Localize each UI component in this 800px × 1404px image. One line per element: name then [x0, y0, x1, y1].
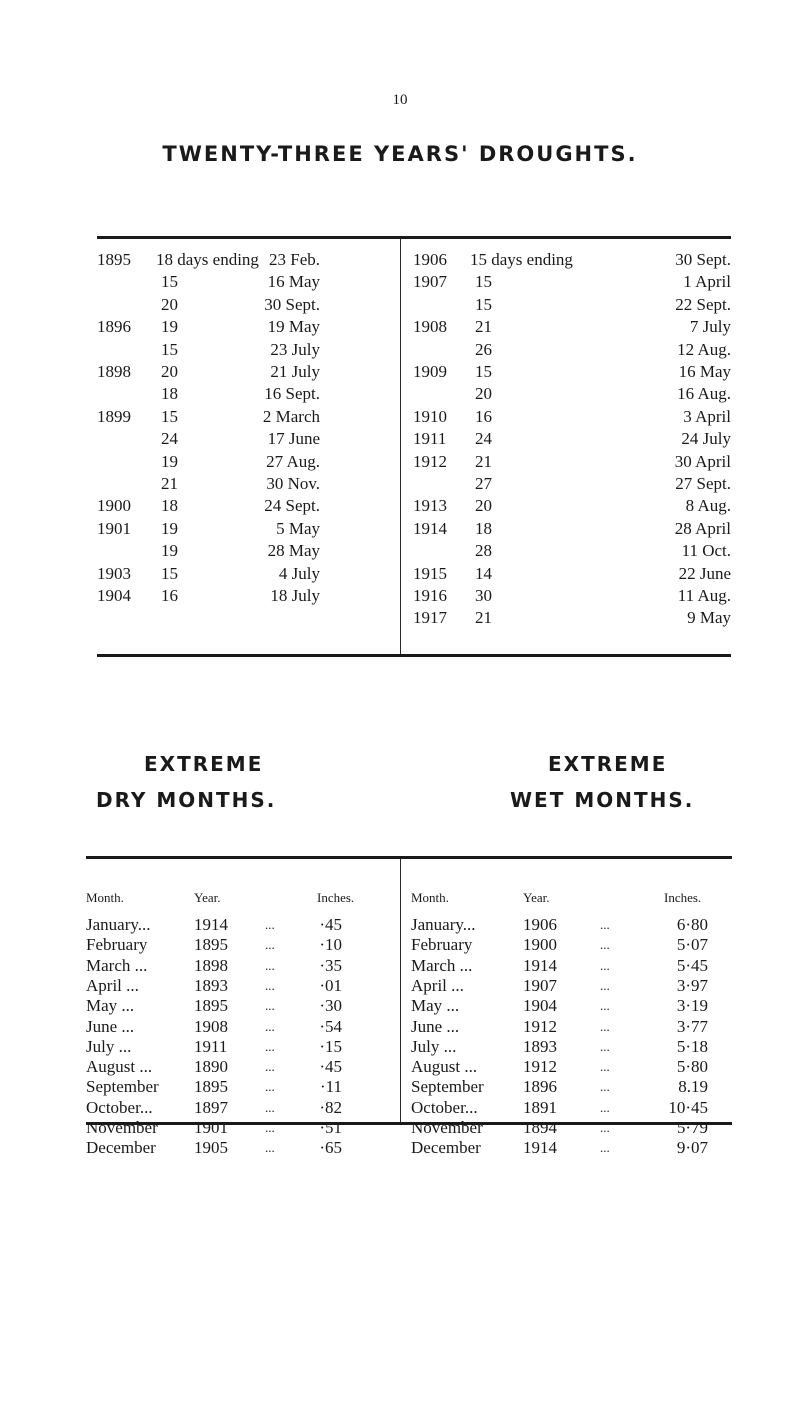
drought-date: 12 Aug.: [677, 339, 731, 359]
month-year: 1898: [194, 955, 228, 975]
wet-header-year: Year.: [523, 890, 550, 905]
month-inches: ·30: [319, 996, 342, 1016]
drought-row-right: [0, 315, 800, 339]
drought-row-right: [0, 517, 800, 541]
leader-dots: ...: [600, 1059, 610, 1075]
drought-date: 18 July: [270, 586, 320, 605]
droughts-top-rule: [97, 236, 731, 239]
drought-days: 21: [475, 317, 492, 337]
dry-heading-line2: DRY MONTHS.: [96, 788, 277, 812]
drought-date: 7 July: [689, 317, 731, 337]
leader-dots: ...: [600, 1099, 610, 1115]
drought-days: 15: [475, 294, 492, 314]
month-year: 1906: [523, 915, 557, 934]
leader-dots: ...: [265, 1038, 275, 1054]
leader-dots: ...: [265, 917, 275, 932]
month-name: December: [411, 1138, 481, 1158]
drought-date: 30 Sept.: [675, 250, 731, 269]
month-name: November: [86, 1118, 158, 1137]
leader-dots: ...: [265, 1120, 275, 1135]
drought-row-right: [0, 293, 800, 317]
month-name: February: [411, 935, 473, 955]
month-inches: 3·77: [676, 1016, 708, 1036]
month-name: April ...: [86, 975, 139, 995]
month-name: March ...: [86, 955, 148, 975]
drought-date: 23 Feb.: [269, 250, 320, 269]
month-year: 1890: [194, 1057, 228, 1077]
drought-days: 16: [475, 406, 492, 426]
month-inches: ·54: [319, 1016, 342, 1036]
month-name: January...: [411, 915, 476, 934]
drought-days: 15 days ending: [470, 250, 573, 269]
month-year: 1895: [194, 1077, 228, 1097]
drought-year: 1896: [97, 317, 131, 337]
month-inches: 5·45: [676, 955, 708, 975]
drought-year: 1900: [97, 496, 131, 516]
leader-dots: ...: [600, 957, 610, 973]
drought-days: 21: [475, 608, 492, 628]
month-year: 1911: [194, 1036, 228, 1056]
month-year: 1897: [194, 1097, 228, 1117]
month-year: 1905: [194, 1138, 228, 1158]
drought-date: 5 May: [276, 518, 320, 538]
drought-days: 19: [161, 518, 178, 538]
drought-days: 28: [475, 541, 492, 561]
month-inches: ·45: [319, 1057, 342, 1077]
drought-date: 30 Nov.: [266, 474, 320, 493]
drought-days: 20: [475, 384, 492, 404]
drought-row-right: [0, 494, 800, 518]
drought-row-right: [0, 382, 800, 406]
month-inches: 5·07: [676, 935, 708, 955]
wet-heading-line1: EXTREME: [548, 752, 668, 776]
page-title: TWENTY-THREE YEARS' DROUGHTS.: [162, 142, 638, 166]
drought-row-right: [0, 606, 800, 630]
month-inches: 10·45: [668, 1097, 708, 1117]
drought-row-right: [0, 338, 800, 362]
drought-date: 30 Sept.: [264, 294, 320, 314]
drought-date: 8 Aug.: [685, 496, 731, 516]
month-year: 1896: [523, 1077, 557, 1097]
drought-days: 15: [475, 362, 492, 381]
month-name: November: [411, 1118, 483, 1137]
drought-row-right: [0, 450, 800, 474]
month-inches: 6·80: [676, 915, 708, 934]
drought-year: 1908: [413, 317, 447, 337]
month-inches: ·51: [319, 1118, 342, 1137]
drought-row-right: [0, 427, 800, 451]
month-inches: ·11: [319, 1077, 342, 1097]
month-year: 1914: [523, 955, 557, 975]
month-year: 1914: [523, 1138, 557, 1158]
drought-days: 18 days ending: [156, 250, 259, 269]
drought-days: 20: [161, 362, 178, 381]
month-name: August ...: [86, 1057, 153, 1077]
month-inches: 9·07: [676, 1138, 708, 1158]
drought-year: 1914: [413, 518, 447, 538]
month-year: 1912: [523, 1016, 557, 1036]
drought-year: 1915: [413, 563, 447, 583]
month-name: October...: [86, 1097, 153, 1117]
drought-date: 28 April: [674, 518, 731, 538]
drought-date: 11 Oct.: [681, 541, 731, 561]
drought-days: 16: [161, 586, 178, 605]
drought-days: 19: [161, 317, 178, 337]
drought-year: 1899: [97, 406, 131, 426]
leader-dots: ...: [600, 937, 610, 953]
leader-dots: ...: [600, 1079, 610, 1095]
dry-heading-line1: EXTREME: [144, 752, 264, 776]
month-year: 1894: [523, 1118, 557, 1137]
wet-heading-line2: WET MONTHS.: [510, 788, 695, 812]
month-name: September: [86, 1077, 159, 1097]
drought-days: 15: [161, 563, 178, 583]
drought-date: 22 Sept.: [675, 294, 731, 314]
drought-year: 1909: [413, 362, 447, 381]
drought-days: 20: [475, 496, 492, 516]
droughts-bottom-rule: [97, 654, 731, 657]
drought-date: 1 April: [683, 272, 731, 292]
month-inches: 5·18: [676, 1036, 708, 1056]
dry-header-inches: Inches.: [317, 890, 355, 905]
month-name: July ...: [411, 1036, 457, 1056]
drought-date: 23 July: [270, 339, 320, 359]
month-inches: 3·19: [676, 996, 708, 1016]
month-year: 1914: [194, 915, 228, 934]
drought-days: 18: [475, 518, 492, 538]
drought-year: 1912: [413, 451, 447, 471]
drought-days: 15: [161, 339, 178, 359]
month-year: 1904: [523, 996, 557, 1016]
leader-dots: ...: [265, 998, 275, 1014]
month-year: 1893: [523, 1036, 557, 1056]
drought-year: 1906: [413, 250, 447, 269]
drought-date: 21 July: [270, 362, 320, 381]
drought-row-right: [0, 405, 800, 429]
drought-days: 19: [161, 541, 178, 561]
drought-days: 18: [161, 384, 178, 404]
month-inches: ·35: [319, 955, 342, 975]
month-year: 1895: [194, 996, 228, 1016]
drought-date: 11 Aug.: [677, 586, 731, 605]
leader-dots: ...: [600, 998, 610, 1014]
month-year: 1908: [194, 1016, 228, 1036]
leader-dots: ...: [600, 917, 610, 932]
drought-row-right: [0, 360, 800, 384]
month-name: May ...: [86, 996, 135, 1016]
month-name: October...: [411, 1097, 478, 1117]
drought-row-right: [0, 270, 800, 294]
drought-days: 15: [475, 272, 492, 292]
drought-days: 19: [161, 451, 178, 471]
month-name: July ...: [86, 1036, 132, 1056]
drought-year: 1917: [413, 608, 447, 628]
month-name: March ...: [411, 955, 473, 975]
drought-days: 27: [475, 474, 492, 493]
leader-dots: ...: [265, 1059, 275, 1075]
drought-date: 16 Sept.: [264, 384, 320, 404]
month-name: September: [411, 1077, 484, 1097]
leader-dots: ...: [600, 1018, 610, 1034]
drought-days: 21: [475, 451, 492, 471]
drought-date: 19 May: [267, 317, 320, 337]
drought-days: 20: [161, 294, 178, 314]
month-name: April ...: [411, 975, 464, 995]
month-year: 1912: [523, 1057, 557, 1077]
month-inches: ·15: [319, 1036, 342, 1056]
month-inches: ·01: [319, 975, 342, 995]
leader-dots: ...: [265, 937, 275, 953]
month-inches: 5·79: [676, 1118, 708, 1137]
leader-dots: ...: [265, 1018, 275, 1034]
leader-dots: ...: [265, 1140, 275, 1156]
dry-header-month: Month.: [86, 890, 124, 905]
leader-dots: ...: [600, 1120, 610, 1135]
drought-date: 24 Sept.: [264, 496, 320, 516]
month-name: February: [86, 935, 148, 955]
drought-days: 14: [475, 563, 492, 583]
drought-days: 15: [161, 272, 178, 292]
drought-date: 4 July: [278, 563, 320, 583]
drought-year: 1895: [97, 250, 131, 269]
month-year: 1893: [194, 975, 228, 995]
wet-header-month: Month.: [411, 890, 449, 905]
drought-date: 27 Aug.: [266, 451, 320, 471]
drought-row-right: [0, 539, 800, 563]
drought-year: 1907: [413, 272, 447, 292]
month-name: May ...: [411, 996, 460, 1016]
drought-date: 30 April: [674, 451, 731, 471]
drought-days: 26: [475, 339, 492, 359]
page-number: 10: [392, 92, 408, 108]
leader-dots: ...: [600, 1140, 610, 1156]
months-top-rule: [86, 856, 732, 859]
leader-dots: ...: [265, 1099, 275, 1115]
drought-row-right: [0, 562, 800, 586]
month-inches: ·65: [319, 1138, 342, 1158]
drought-days: 21: [161, 474, 178, 493]
month-year: 1895: [194, 935, 228, 955]
drought-date: 22 June: [678, 563, 731, 583]
month-name: June ...: [86, 1016, 135, 1036]
drought-year: 1916: [413, 586, 447, 605]
drought-year: 1898: [97, 362, 131, 381]
dry-header-year: Year.: [194, 890, 221, 905]
drought-row-right: [0, 248, 800, 272]
wet-header-inches: Inches.: [664, 890, 702, 905]
drought-date: 17 June: [267, 429, 320, 449]
drought-date: 16 May: [267, 272, 320, 292]
month-year: 1901: [194, 1118, 228, 1137]
month-year: 1900: [523, 935, 557, 955]
month-inches: ·82: [319, 1097, 342, 1117]
drought-days: 30: [475, 586, 492, 605]
month-name: August ...: [411, 1057, 478, 1077]
drought-year: 1904: [97, 586, 131, 605]
month-name: June ...: [411, 1016, 460, 1036]
month-inches: ·10: [319, 935, 342, 955]
drought-year: 1903: [97, 563, 131, 583]
leader-dots: ...: [265, 977, 275, 993]
drought-date: 27 Sept.: [675, 474, 731, 493]
drought-year: 1911: [413, 429, 447, 449]
drought-date: 16 Aug.: [677, 384, 731, 404]
drought-date: 24 July: [681, 429, 731, 449]
drought-date: 9 May: [687, 608, 731, 628]
leader-dots: ...: [600, 1038, 610, 1054]
month-inches: ·45: [319, 915, 342, 934]
drought-date: 16 May: [678, 362, 731, 381]
drought-year: 1913: [413, 496, 447, 516]
month-name: December: [86, 1138, 156, 1158]
leader-dots: ...: [600, 977, 610, 993]
month-year: 1907: [523, 975, 557, 995]
drought-date: 3 April: [683, 406, 731, 426]
drought-row-right: [0, 584, 800, 608]
month-name: January...: [86, 915, 151, 934]
leader-dots: ...: [265, 957, 275, 973]
month-inches: 5·80: [676, 1057, 708, 1077]
drought-row-right: [0, 472, 800, 496]
drought-days: 15: [161, 406, 178, 426]
drought-year: 1910: [413, 406, 447, 426]
month-inches: 3·97: [676, 975, 708, 995]
drought-days: 24: [475, 429, 492, 449]
drought-year: 1901: [97, 518, 131, 538]
drought-date: 28 May: [267, 541, 320, 561]
drought-days: 18: [161, 496, 178, 516]
drought-date: 2 March: [262, 406, 320, 426]
month-year: 1891: [523, 1097, 557, 1117]
leader-dots: ...: [265, 1079, 275, 1095]
drought-days: 24: [161, 429, 178, 449]
month-inches: 8.19: [678, 1077, 708, 1097]
wet-month-row: [0, 1136, 800, 1160]
